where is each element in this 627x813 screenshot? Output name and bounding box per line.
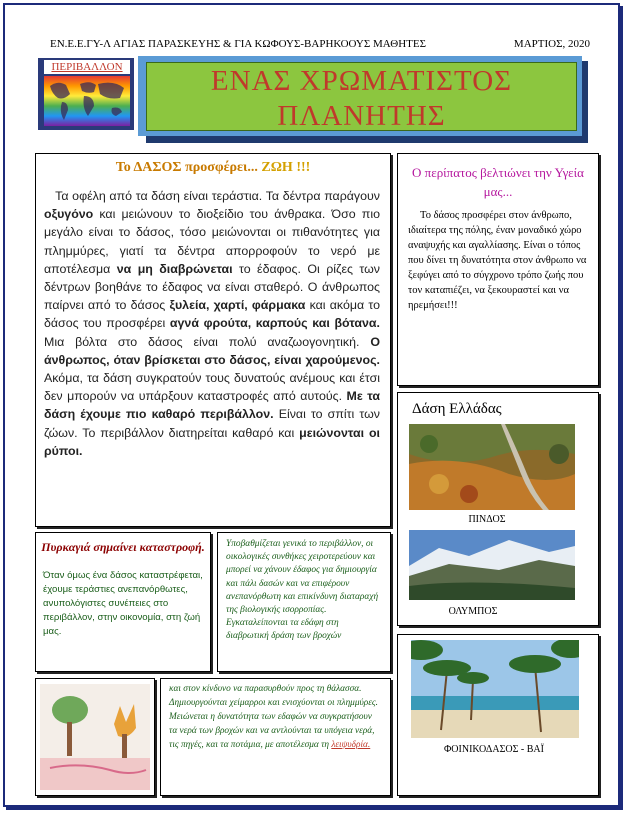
bold-text: οξυγόνο (44, 207, 94, 222)
banner (146, 62, 577, 131)
fire-article-body: Όταν όμως ένα δάσος καταστρέφεται, έχουμε τεράστιες ανεπανόρθωτες, ανυπολόγιστες συνέπειες στο περιβάλλον, στην οικονομία, στη ζωή μας. (43, 570, 203, 637)
walk-article-title: Ο περίπατος βελτιώνει την Υγεία μας... (412, 165, 584, 199)
main-title-part-b: ΖΩΗ !!! (261, 160, 311, 175)
forests-title: Δάση Ελλάδας (412, 401, 502, 417)
main-title-part-a: Το ΔΑΣΟΣ προσφέρει... (115, 160, 262, 175)
main-article (35, 153, 391, 527)
text: Ακόμα, τα δάση συγκρατούν τους δυνατούς ανέμους και έτσι δεν μπορούν να υπάρξουν καταστροφές από αυτούς. (44, 371, 380, 404)
text: Είναι το σπίτι των ζώων. Το περιβάλλον διατηρείται καθαρό και (44, 407, 380, 440)
fire-article (35, 532, 211, 672)
fire-continued-article (217, 532, 391, 672)
world-map-rainbow-image (44, 76, 130, 126)
main-article-title (36, 160, 390, 176)
fire-continued-body: Υποβαθμίζεται γενικά το περιβάλλον, οι οικολογικές συνθήκες χειροτερεύουν και μπορεί να χάνουν έδαφος για δημιουργία και πάλι δασών και να επιφέρουν ανεπανόρθωτη και επικίνδυνη διαταραχή της βιολογικής ισορροπίας. Εγκαταλείπονται τα εδάφη στη διαβρωτική δράση των βροχών (226, 539, 379, 642)
main-article-body (44, 187, 380, 460)
banner-title-line1: ΕΝΑΣ ΧΡΩΜΑΤΙΣΤΟΣ (210, 65, 513, 97)
walk-article-body: Το δάσος προσφέρει στον άνθρωπο, ιδιαίτερα της πόλης, έναν μοναδικό χώρο αναψυχής και αγαλλίασης. Είναι ο τόπος που δίνει τη δυνατότητα στον άνθρωπο να ξεφύγει από το σύγχρονο τρόπο ζωής που τον καταπιέζει, να ξεκουραστεί και να ηρεμήσει!!! (408, 210, 587, 311)
text: και μειώνουν το διοξείδιο του άνθρακα. Όσο πιο μεγάλο είναι το δάσος, τόσο μειώνονται οι πιθανότητες για πλημμύρες, γιατί τα δέντρα απορροφούν το νερό με αποτέλεσμα (44, 207, 380, 276)
text: Μια βόλτα στο δάσος είναι πολύ αναζωογονητική. (44, 334, 371, 349)
child-drawing-image (40, 684, 150, 790)
bottom-article-body (161, 682, 390, 752)
bold-text: αγνά φρούτα, καρπούς και βότανα. (169, 316, 380, 331)
walk-article (397, 153, 599, 386)
bottom-article (160, 678, 391, 796)
text: και ακόμα το δάσος του προσφέρει (44, 298, 380, 331)
pindos-caption: ΠΙΝΔΟΣ (468, 514, 506, 525)
text: το έδαφος. Οι ρίζες των δέντρων βοηθάνε το έδαφος να είναι σταθερό. Ο άνθρωπος παίρνει από το δάσος (44, 261, 380, 313)
vai-caption: ΦΟΙΝΙΚΟΔΑΣΟΣ - ΒΑΪ (444, 744, 544, 755)
olympus-caption: ΟΛΥΜΠΟΣ (448, 606, 498, 617)
bold-text: Με τα δάση έχουμε πιο καθαρό περιβάλλον. (44, 389, 380, 422)
text: Τα οφέλη από τα δάση είναι τεράστια. Τα δέντρα παράγουν (55, 189, 380, 203)
olympus-forest-photo (409, 530, 575, 600)
bold-text: Ο άνθρωπος, όταν βρίσκεται στο δάσος, είναι χαρούμενος. (44, 334, 380, 367)
pindos-forest-photo (409, 424, 575, 510)
underlined-word: λειψυδρία. (331, 740, 371, 750)
bold-text: μειώνονται οι ρύποι. (44, 425, 380, 458)
text: και στον κίνδυνο να παρασυρθούν προς τη θάλασσα. Δημιουργούνται χείμαρροι και ενισχύονται οι πλημμύρες. Μειώνεται η δυνατότητα των εδαφών να συγκρατήσουν τα νερά των βροχών και να αντλούνται τα υπόγεια νερά, τις πηγές, και τα ποτάμια, με αποτέλεσμα τη (169, 684, 379, 750)
fire-article-title: Πυρκαγιά σημαίνει καταστροφή. (41, 540, 205, 554)
vai-palm-forest-photo (411, 640, 579, 738)
logo-label: ΠΕΡΙΒΑΛΛΟΝ (44, 60, 130, 74)
issue-date: ΜΑΡΤΙΟΣ, 2020 (513, 38, 590, 50)
bold-text: να μη διαβρώνεται (116, 261, 233, 276)
banner-title-line2: ΠΛΑΝΗΤΗΣ (277, 100, 446, 132)
bold-text: ξυλεία, χαρτί, φάρμακα (169, 298, 306, 313)
school-name: ΕΝ.Ε.Ε.ΓΥ-Λ ΑΓΙΑΣ ΠΑΡΑΣΚΕΥΗΣ & ΓΙΑ ΚΩΦΟΥΣ-ΒΑΡΗΚΟΟΥΣ ΜΑΘΗΤΕΣ (50, 38, 427, 50)
